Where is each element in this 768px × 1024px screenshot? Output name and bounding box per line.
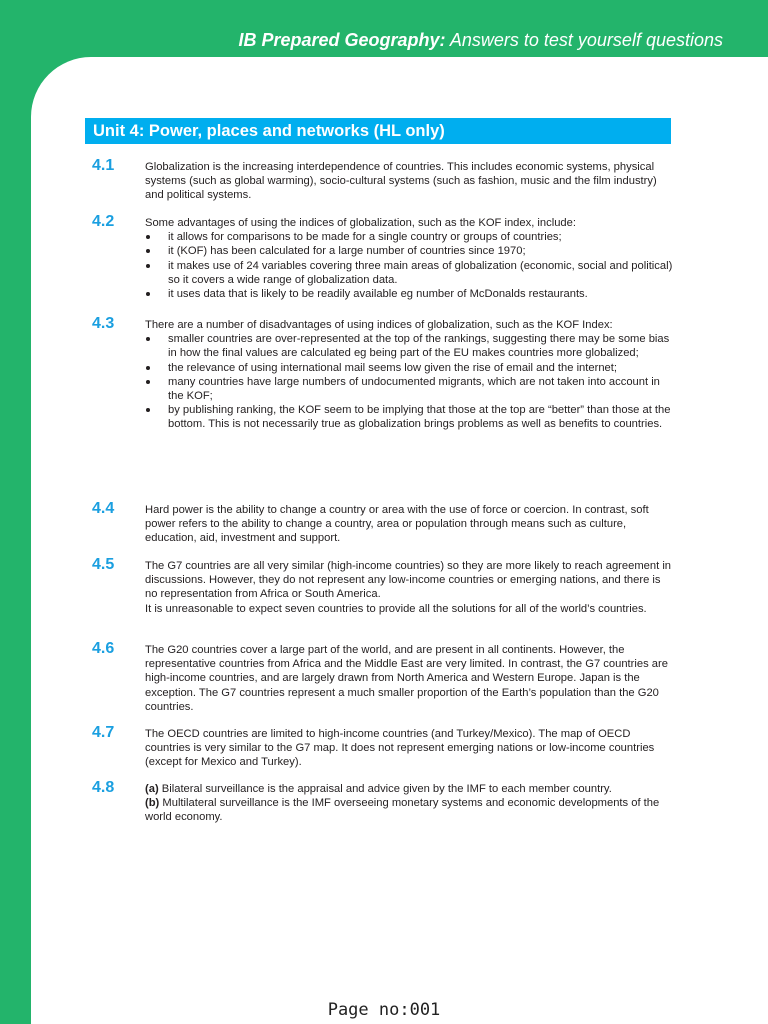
answer-number: 4.1 [92, 157, 115, 174]
answer-text: Hard power is the ability to change a country or area with the use of force or coercion. In contrast, soft power refers to the ability to change a country, area or population through means such as culture, education, aid, investment and support. [145, 504, 649, 545]
bullet-item: it makes use of 24 variables covering three main areas of globalization (economic, social and political) so it covers a wide range of globalization data. [145, 259, 675, 287]
answer-number: 4.2 [92, 213, 115, 230]
answer-body [145, 503, 675, 546]
answer-intro: There are a number of disadvantages of using indices of globalization, such as the KOF Index: [145, 319, 613, 331]
part-a-text: Bilateral surveillance is the appraisal and advice given by the IMF to each member country. [158, 783, 612, 795]
bullet-item: the relevance of using international mail seems low given the rise of email and the internet; [145, 361, 675, 375]
answer-body [145, 727, 675, 770]
answer-number: 4.4 [92, 500, 115, 517]
part-b-text: Multilateral surveillance is the IMF overseeing monetary systems and economic developments of the world economy. [145, 797, 660, 824]
answer-body [145, 216, 675, 301]
bullet-item: it uses data that is likely to be readily available eg number of McDonalds restaurants. [145, 287, 675, 301]
header-title [238, 30, 723, 51]
bullet-item: smaller countries are over-represented at the top of the rankings, suggesting there may be some bias in how the final values are calculated eg being part of the EU makes countries more globalized; [145, 332, 675, 360]
answer-body [145, 318, 675, 432]
answer-number: 4.3 [92, 315, 115, 332]
page-number: Page no:001 [327, 1000, 441, 1020]
bullet-item: it allows for comparisons to be made for a single country or groups of countries; [145, 230, 675, 244]
answer-number: 4.5 [92, 556, 115, 573]
header-title-rest: Answers to test yourself questions [445, 30, 723, 50]
answer-text-2: It is unreasonable to expect seven countries to provide all the solutions for all of the world’s countries. [145, 602, 647, 615]
answer-text: The OECD countries are limited to high-income countries (and Turkey/Mexico). The map of OECD countries is very similar to the G7 map. It does not represent emerging nations or low-income countries (except for Mexico and Turkey). [145, 728, 655, 769]
answer-number: 4.7 [92, 724, 115, 741]
part-b-label: (b) [145, 797, 160, 810]
bullet-list [145, 332, 675, 431]
bullet-list [145, 230, 675, 301]
answer-body [145, 782, 675, 825]
answer-text: The G7 countries are all very similar (high-income countries) so they are more likely to reach agreement in discussions. However, they do not represent any low-income countries or emerging nations, and there is no representation from Africa or South America. [145, 560, 672, 601]
bullet-item: many countries have large numbers of undocumented migrants, which are not taken into account in the KOF; [145, 375, 675, 403]
bullet-item: it (KOF) has been calculated for a large number of countries since 1970; [145, 244, 675, 258]
answer-part-a [145, 782, 675, 796]
header-title-bold: IB Prepared Geography: [238, 30, 446, 50]
answer-text: Globalization is the increasing interdependence of countries. This includes economic systems, physical systems (such as global warming), socio-cultural systems (such as fashion, music and the film industry) and political systems. [145, 161, 657, 202]
part-a-label: (a) [145, 783, 159, 795]
header-bar [0, 0, 768, 60]
bullet-item: by publishing ranking, the KOF seem to be implying that those at the top are “better” than those at the bottom. This is not necessarily true as globalization brings problems as well as benefits to countries. [145, 403, 675, 431]
answer-intro: Some advantages of using the indices of globalization, such as the KOF index, include: [145, 217, 576, 229]
answer-number: 4.6 [92, 640, 115, 657]
answer-text: The G20 countries cover a large part of the world, and are present in all continents. However, the representative countries from Africa and the Middle East are very limited. In contrast, the G7 countries are high-income countries, and are largely drawn from North America and Western Europe. Japan is the exception. The G7 countries represent a much smaller proportion of the Earth’s population than the G20 countries. [145, 644, 668, 713]
answer-body [145, 160, 675, 203]
unit-title: Unit 4: Power, places and networks (HL only) [85, 118, 671, 144]
answer-number: 4.8 [92, 779, 115, 796]
answer-body [145, 643, 675, 714]
answer-part-b [145, 796, 675, 824]
answer-body [145, 559, 675, 616]
